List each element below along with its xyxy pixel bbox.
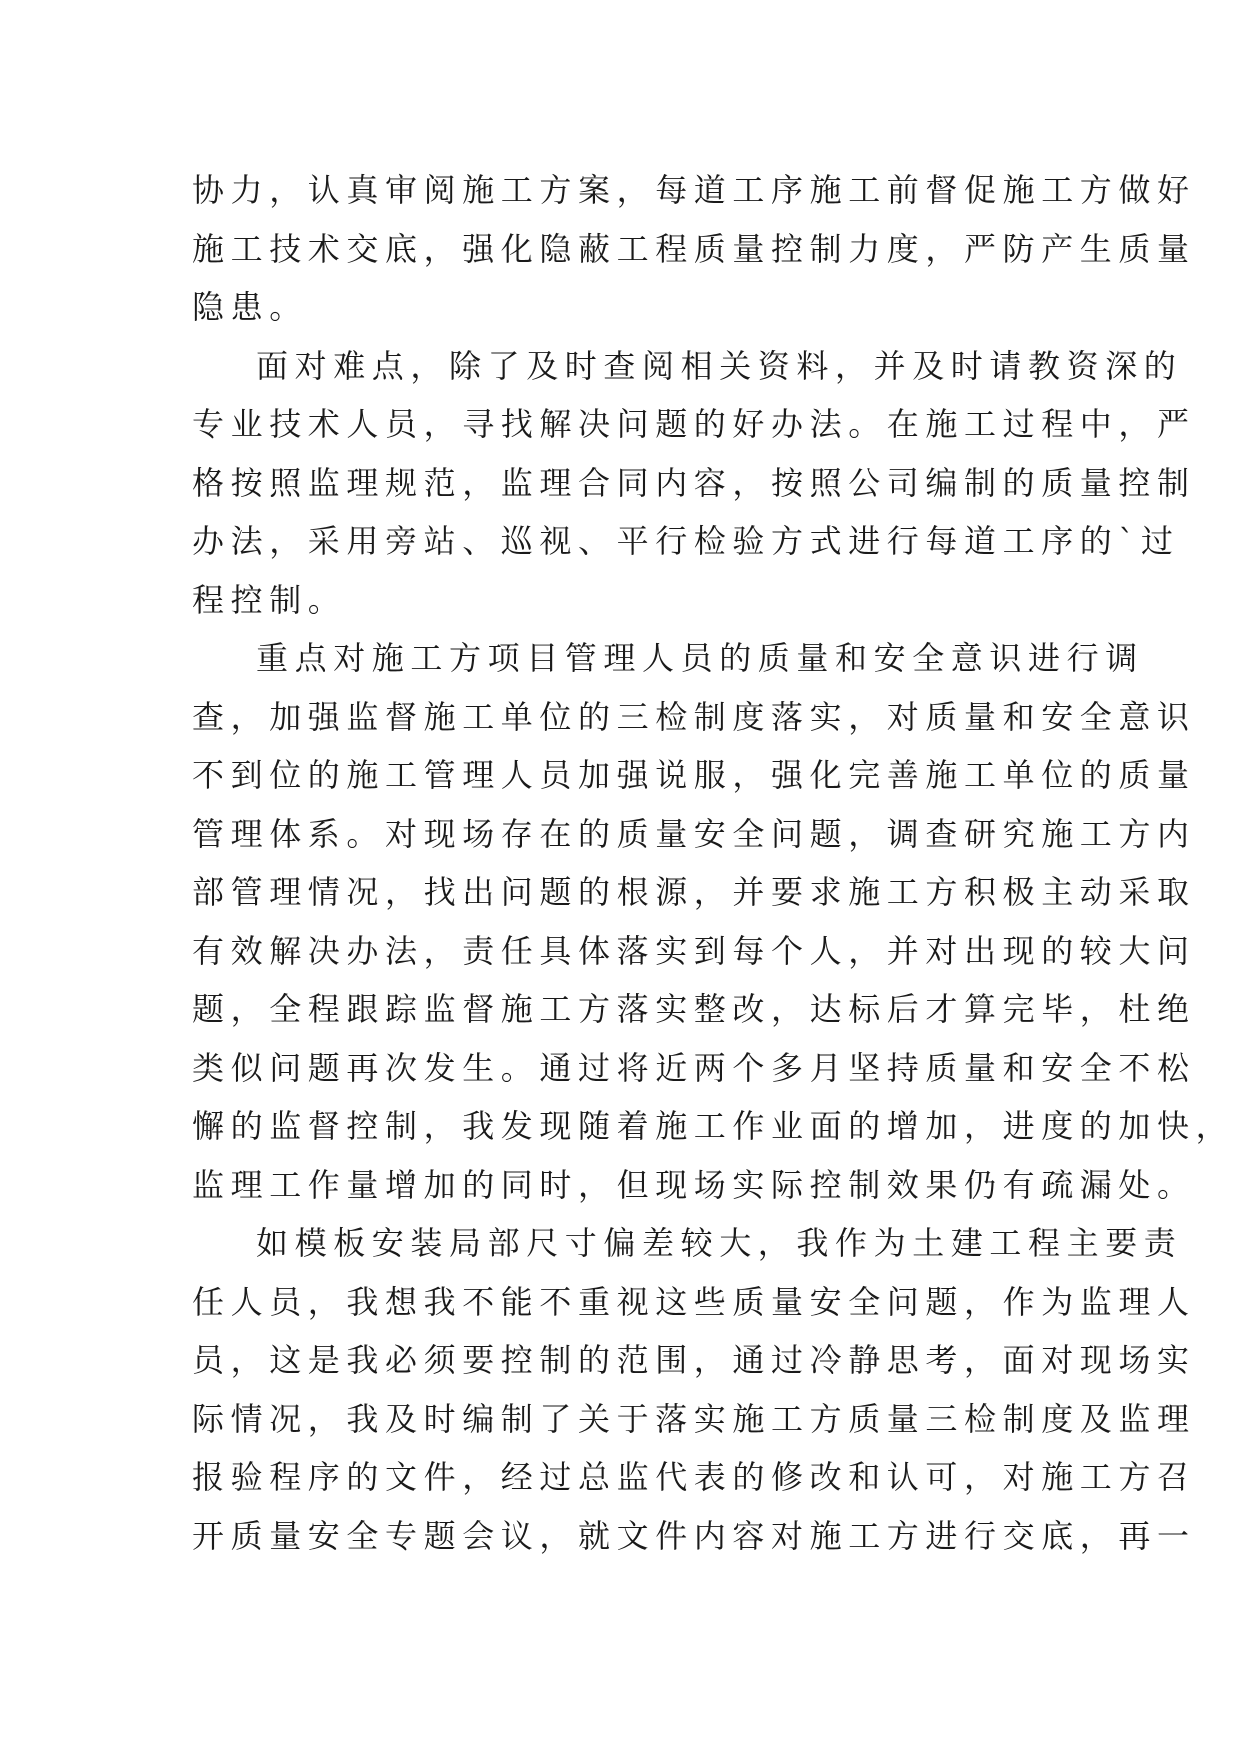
paragraph-first-line: 如模板安装局部尺寸偏差较大，我作为土建工程主要责	[256, 1224, 1183, 1262]
text-line: 格按照监理规范，监理合同内容，按照公司编制的质量控制	[192, 463, 1196, 502]
text-line: 题，全程跟踪监督施工方落实整改，达标后才算完毕，杜绝	[192, 990, 1196, 1028]
text-line: 施工技术交底，强化隐蔽工程质量控制力度，严防产生质量	[192, 229, 1196, 268]
text-line: 专业技术人员，寻找解决问题的好办法。在施工过程中，严	[192, 405, 1196, 443]
text-line: 有效解决办法，责任具体落实到每个人，并对出现的较大问	[192, 931, 1196, 970]
text-line: 报验程序的文件，经过总监代表的修改和认可，对施工方召	[192, 1458, 1196, 1496]
paragraph-first-line: 面对难点，除了及时查阅相关资料，并及时请教资深的	[256, 346, 1183, 385]
text-line: 任人员，我想我不能不重视这些质量安全问题，作为监理人	[192, 1282, 1196, 1321]
text-line: 不到位的施工管理人员加强说服，强化完善施工单位的质量	[192, 756, 1196, 794]
text-line: 管理体系。对现场存在的质量安全问题，调查研究施工方内	[192, 814, 1196, 853]
text-line: 懈的监督控制，我发现随着施工作业面的增加，进度的加快，	[192, 1107, 1235, 1145]
text-line: 办法，采用旁站、巡视、平行检验方式进行每道工序的`过	[192, 522, 1180, 560]
text-line: 际情况，我及时编制了关于落实施工方质量三检制度及监理	[192, 1399, 1196, 1438]
text-line: 程控制。	[192, 580, 347, 619]
text-line: 开质量安全专题会议，就文件内容对施工方进行交底，再一	[192, 1516, 1196, 1555]
text-line: 部管理情况，找出问题的根源，并要求施工方积极主动采取	[192, 873, 1196, 911]
text-line: 查，加强监督施工单位的三检制度落实，对质量和安全意识	[192, 697, 1196, 736]
text-line: 类似问题再次发生。通过将近两个多月坚持质量和安全不松	[192, 1048, 1196, 1087]
text-line: 协力，认真审阅施工方案，每道工序施工前督促施工方做好	[192, 171, 1196, 209]
text-line: 监理工作量增加的同时，但现场实际控制效果仍有疏漏处。	[192, 1165, 1196, 1204]
text-line: 隐患。	[192, 288, 308, 326]
body-text	[192, 161, 1235, 1565]
text-line: 员，这是我必须要控制的范围，通过冷静思考，面对现场实	[192, 1341, 1196, 1379]
paragraph-first-line: 重点对施工方项目管理人员的质量和安全意识进行调	[256, 639, 1144, 677]
